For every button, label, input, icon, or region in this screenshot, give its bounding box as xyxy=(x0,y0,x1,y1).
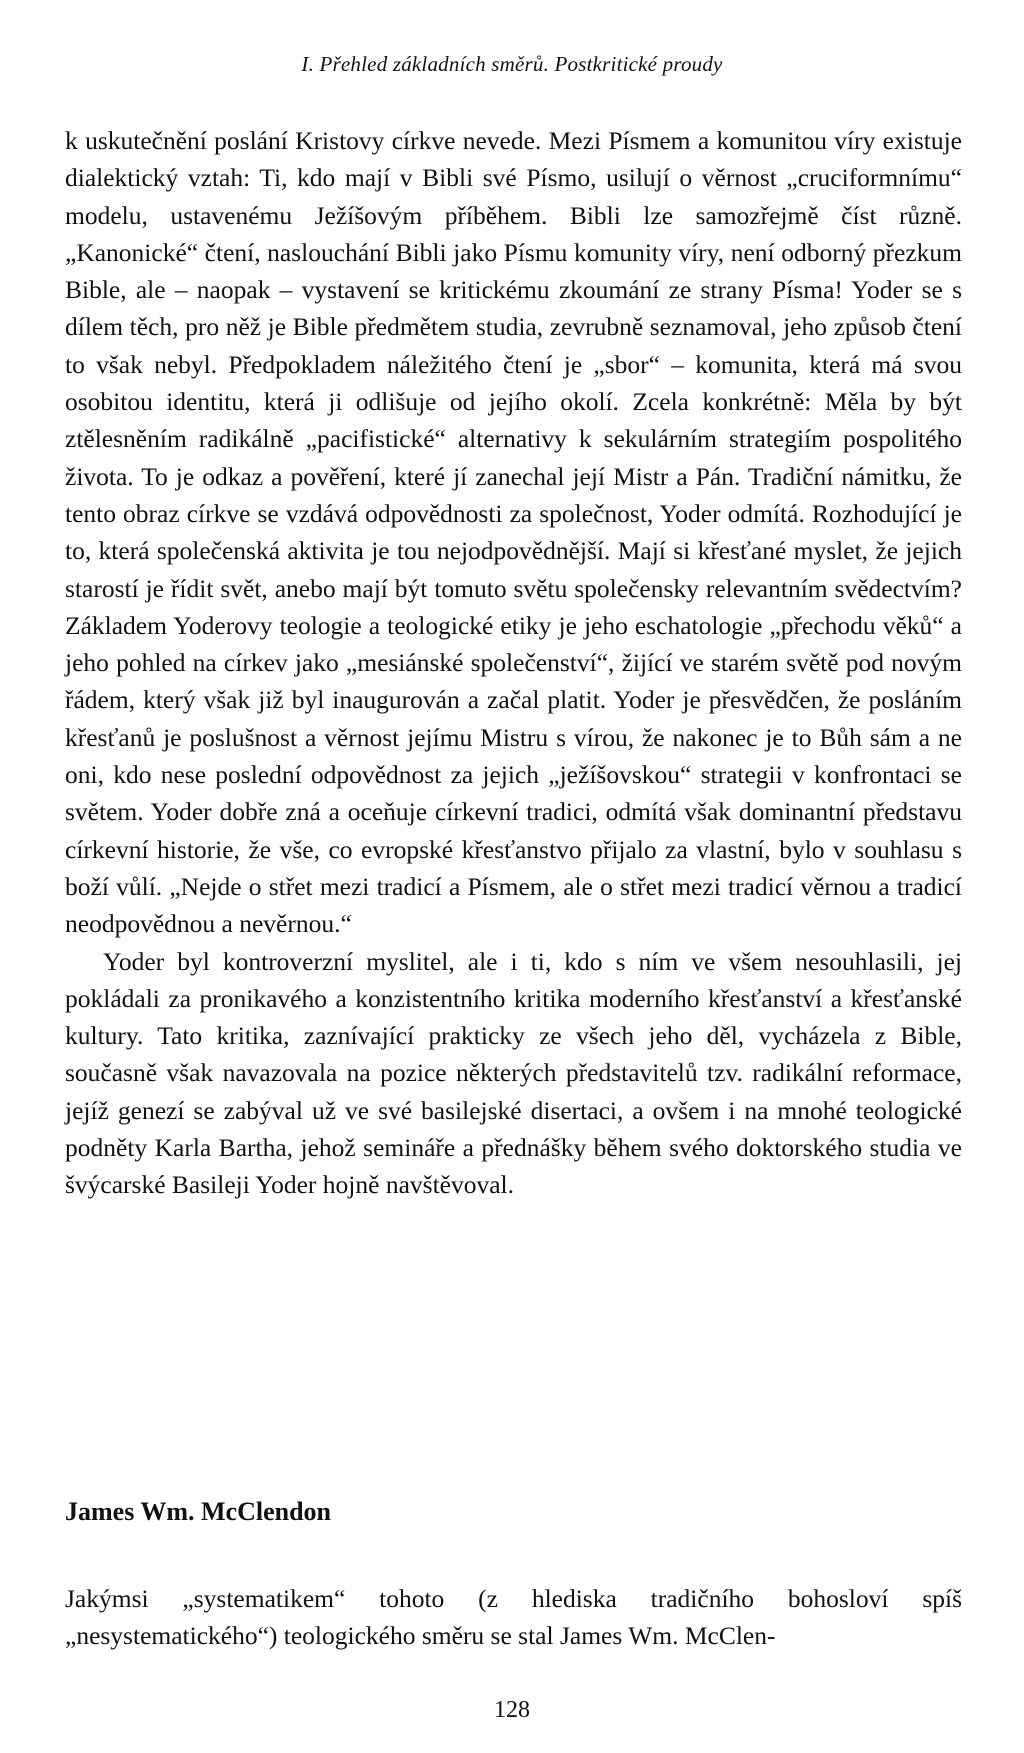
running-header: I. Přehled základních směrů. Postkritické proudy xyxy=(301,52,723,76)
body-paragraph-1: k uskutečnění poslání Kristovy církve nevede. Mezi Písmem a komunitou víry existuje dialektický vztah: Ti, kdo mají v Bibli své Písmo, usilují o věrnost „cruciformnímu“ modelu, ustavenému Ježíšovým příběhem. Bibli lze samozřejmě číst různě. „Kanonické“ čtení, naslouchání Bibli jako Písmu komunity víry, není odborný přezkum Bible, ale – naopak – vystavení se kritickému zkoumání ze strany Písma! Yoder se s dílem těch, pro něž je Bible předmětem studia, zevrubně seznamoval, jeho způsob čtení to však nebyl. Předpokladem náležitého čtení je „sbor“ – komunita, která má svou osobitou identitu, která ji odlišuje od jejího okolí. Zcela konkrétně: Měla by být ztělesněním radikálně „pacifistické“ alternativy k sekulárním strategiím pospolitého života. To je odkaz a pověření, které jí zanechal její Mistr a Pán. Tradiční námitku, že tento obraz církve se vzdává odpovědnosti za společnost, Yoder odmítá. Rozhodující je to, která společenská aktivita je tou nejodpovědnější. Mají si křesťané myslet, že jejich starostí je řídit svět, anebo mají být tomuto světu společensky relevantním svědectvím? Základem Yoderovy teologie a teologické etiky je jeho eschatologie „přechodu věků“ a jeho pohled na církev jako „mesiánské společenství“, žijící ve starém světě pod novým řádem, který však již byl inaugurován a začal platit. Yoder je přesvědčen, že posláním křesťanů je poslušnost a věrnost jejímu Mistru s vírou, že nakonec je to Bůh sám a ne oni, kdo nese poslední odpovědnost za jejich „ježíšovskou“ strategii v konfrontaci se světem. Yoder dobře zná a oceňuje církevní tradici, odmítá však dominantní představu církevní historie, že vše, co evropské křesťanstvo přijalo za vlastní, bylo v souhlasu s boží vůlí. „Nejde o střet mezi tradicí a Písmem, ale o střet mezi tradicí věrnou a tradicí neodpovědnou a nevěrnou.“ xyxy=(65,126,962,939)
page-number: 128 xyxy=(494,1697,530,1723)
body-paragraph-2: Yoder byl kontroverzní myslitel, ale i ti, kdo s ním ve všem nesouhlasili, jej pokládali za pronikavého a konzistentního kritika moderního křesťanství a křesťanské kultury. Tato kritika, zaznívající prakticky ze všech jeho děl, vycházela z Bible, současně však navazovala na pozice některých představitelů tzv. radikální reformace, jejíž genezí se zabýval už ve své basilejské disertaci, a ovšem i na mnohé teologické podněty Karla Bartha, jehož semináře a přednášky během svého doktorského studia ve švýcarské Basileji Yoder hojně navštěvoval. xyxy=(65,946,962,1200)
main-text-block xyxy=(65,122,962,1204)
section-heading: James Wm. McClendon xyxy=(65,1497,332,1526)
section-paragraph-1: Jakýmsi „systematikem“ tohoto (z hlediska tradičního bohosloví spíš „nesystematického“) teologického směru se stal James Wm. McClen- xyxy=(65,1584,962,1651)
